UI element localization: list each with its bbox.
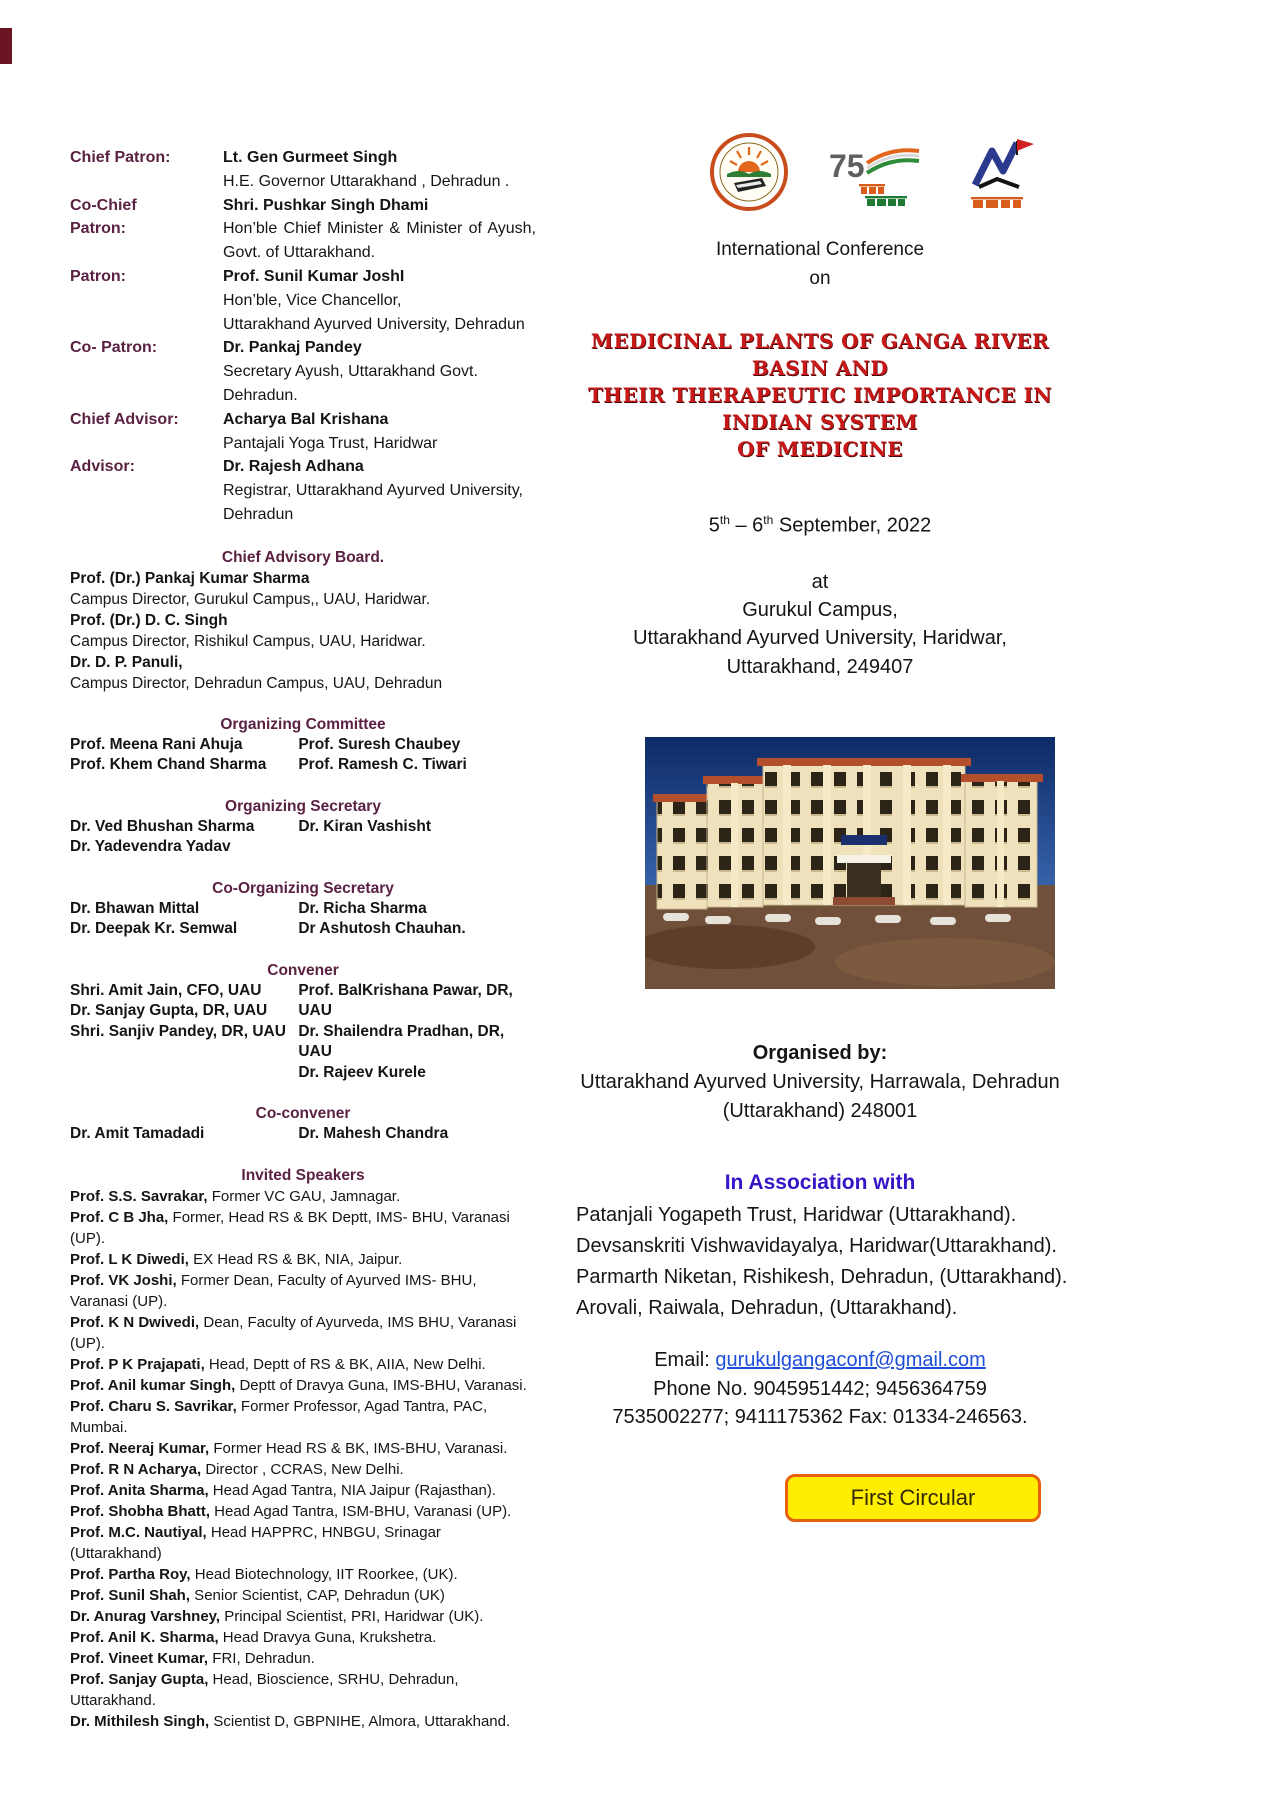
patron-name: Dr. Rajesh Adhana — [223, 458, 364, 476]
convener-list — [70, 981, 536, 1084]
speaker-line — [70, 1270, 536, 1312]
venue-block — [568, 596, 1072, 682]
organised-by-line: Uttarakhand Ayurved University, Harrawala, Dehradun — [580, 1071, 1060, 1094]
person-name: Dr. Shailendra Pradhan, DR, UAU — [298, 1022, 505, 1061]
conference-title-line: THEIR THERAPEUTIC IMPORTANCE IN INDIAN SYSTEM — [588, 383, 1052, 434]
patron-desc-line: Pantajali Yoga Trust, Haridwar — [223, 434, 438, 452]
speaker-affiliation: Principal Scientist, PRI, Haridwar (UK). — [220, 1607, 484, 1625]
conference-title-line: OF MEDICINE — [737, 437, 903, 461]
person-name: Shri. Sanjiv Pandey, DR, UAU — [70, 1022, 286, 1040]
speaker-affiliation: Former, Head RS & BK Deptt, IMS- BHU, Varanasi (UP). — [70, 1208, 510, 1247]
speaker-affiliation: Former Dean, Faculty of Ayurved IMS- BHU, Varanasi (UP). — [70, 1271, 477, 1310]
venue-line: Uttarakhand, 249407 — [726, 655, 914, 678]
patron-role-label: Chief Advisor: — [70, 410, 179, 428]
patron-entry — [223, 194, 536, 265]
person-name: Prof. Suresh Chaubey — [298, 735, 461, 753]
association-line: Devsanskriti Vishwavidayalya, Haridwar(Uttarakhand). — [576, 1235, 1057, 1258]
campus-photo-wrap — [568, 737, 1072, 989]
phone-fax-line: 7535002277; 9411175362 Fax: 01334-246563. — [612, 1406, 1028, 1429]
person-name: Dr. Sanjay Gupta, DR, UAU — [70, 1002, 268, 1020]
conference-intro-line: International Conference — [715, 239, 925, 260]
speaker-affiliation: FRI, Dehradun. — [208, 1649, 315, 1667]
person-name: Dr. Yadevendra Yadav — [70, 838, 231, 856]
committee-col-1 — [70, 735, 298, 776]
person-name: Prof. BalKrishana Pawar, DR, UAU — [298, 981, 513, 1020]
speaker-line — [70, 1396, 536, 1438]
person-name: Dr. Ved Bhushan Sharma — [70, 817, 255, 835]
patron-role-label: Co- Patron: — [70, 339, 158, 357]
patron-desc-line: Hon’ble Chief Minister & Minister of Ayush, — [223, 220, 536, 238]
date-month-year: September, 2022 — [773, 514, 932, 537]
speaker-line — [70, 1606, 536, 1627]
speaker-affiliation: Scientist D, GBPNIHE, Almora, Uttarakhand. — [209, 1712, 511, 1730]
patron-role-label: Advisor: — [70, 458, 135, 476]
section-heading-invited-speakers: Invited Speakers — [241, 1166, 365, 1184]
invited-speakers-list — [70, 1186, 536, 1732]
speaker-affiliation: Former Head RS & BK, IMS-BHU, Varanasi. — [209, 1439, 508, 1457]
patron-entry — [223, 265, 536, 336]
speaker-affiliation: Former VC GAU, Jamnagar. — [207, 1187, 401, 1205]
conference-dates — [568, 513, 1072, 538]
patron-name: Shri. Pushkar Singh Dhami — [223, 196, 429, 214]
patron-role-label: Patron: — [70, 267, 126, 285]
person-name: Dr. Amit Tamadadi — [70, 1125, 205, 1143]
speaker-affiliation: Senior Scientist, CAP, Dehradun (UK) — [190, 1586, 445, 1604]
campus-building-photo — [645, 737, 1055, 989]
uau-logo-icon — [709, 131, 789, 213]
date-day-1: 5 — [708, 514, 720, 537]
conference-title-line: MEDICINAL PLANTS OF GANGA RIVER BASIN AND — [590, 329, 1050, 380]
association-line: Patanjali Yogapeth Trust, Haridwar (Uttarakhand). — [576, 1204, 1017, 1227]
coconvener-col-2 — [298, 1124, 536, 1145]
speaker-name: Prof. C B Jha, — [70, 1208, 169, 1226]
first-circular-button-wrap — [568, 1474, 1072, 1522]
scan-artifact — [0, 28, 12, 64]
email-line — [568, 1346, 1072, 1375]
speaker-line — [70, 1207, 536, 1249]
speaker-name: Dr. Mithilesh Singh, — [70, 1712, 210, 1730]
contact-block — [568, 1346, 1072, 1432]
organised-by-heading: Organised by: — [752, 1042, 888, 1065]
person-name: Prof. Ramesh C. Tiwari — [298, 756, 467, 774]
organised-by-block — [568, 1068, 1072, 1126]
speaker-affiliation: Head HAPPRC, HNBGU, Srinagar (Uttarakhand) — [70, 1523, 441, 1562]
venue-line: Gurukul Campus, — [742, 598, 898, 621]
section-heading-organizing-secretary: Organizing Secretary — [225, 797, 381, 815]
section-heading-co-convener: Co-convener — [255, 1105, 351, 1123]
uttarakhand-state-logo-icon — [959, 133, 1035, 211]
patron-role-label-line: Co-Chief — [70, 196, 137, 214]
coorgsec-col-2 — [298, 899, 536, 940]
speaker-line — [70, 1480, 536, 1501]
speaker-line — [70, 1648, 536, 1669]
patron-entry — [223, 408, 536, 456]
speaker-line — [70, 1711, 536, 1732]
in-association-with-heading: In Association with — [724, 1171, 916, 1195]
left-column — [70, 146, 536, 1732]
date-ordinal-2: th — [763, 513, 774, 527]
speaker-name: Prof. Anil K. Sharma, — [70, 1628, 219, 1646]
co-organizing-secretary-list — [70, 899, 536, 940]
speaker-name: Prof. K N Dwivedi, — [70, 1313, 200, 1331]
speaker-affiliation: Deptt of Dravya Guna, IMS-BHU, Varanasi. — [235, 1376, 527, 1394]
person-name: Dr. Rajeev Kurele — [298, 1063, 426, 1081]
co-convener-list — [70, 1124, 536, 1145]
speaker-affiliation: Head Dravya Guna, Krukshetra. — [218, 1628, 437, 1646]
person-name: Prof. Khem Chand Sharma — [70, 756, 267, 774]
patron-desc-line: H.E. Governor Uttarakhand , Dehradun . — [223, 172, 510, 190]
date-ordinal-1: th — [719, 513, 730, 527]
patron-desc-line: Uttarakhand Ayurved University, Dehradun — [223, 315, 525, 333]
committee-col-2 — [298, 735, 536, 776]
speaker-name: Prof. Anita Sharma, — [70, 1481, 209, 1499]
patron-desc-line: Hon’ble, Vice Chancellor, — [223, 291, 402, 309]
section-heading-co-organizing-secretary: Co-Organizing Secretary — [212, 879, 394, 897]
association-line: Arovali, Raiwala, Dehradun, (Uttarakhand). — [576, 1297, 958, 1320]
speaker-name: Prof. Vineet Kumar, — [70, 1649, 209, 1667]
person-name: Shri. Amit Jain, CFO, UAU — [70, 981, 262, 999]
person-name: Dr Ashutosh Chauhan. — [298, 920, 466, 938]
section-heading-organizing-committee: Organizing Committee — [220, 715, 386, 733]
speaker-name: Prof. VK Joshi, — [70, 1271, 177, 1289]
advisory-desc: Campus Director, Rishikul Campus, UAU, Haridwar. — [70, 632, 426, 650]
speaker-line — [70, 1522, 536, 1564]
coorgsec-col-1 — [70, 899, 298, 940]
patron-role-label: Chief Patron: — [70, 149, 171, 166]
patron-name: Prof. Sunil Kumar JoshI — [223, 267, 405, 285]
phone-line: Phone No. 9045951442; 9456364759 — [653, 1377, 987, 1400]
association-line: Parmarth Niketan, Rishikesh, Dehradun, (Uttarakhand). — [576, 1266, 1068, 1289]
advisory-desc: Campus Director, Dehradun Campus, UAU, Dehradun — [70, 674, 443, 692]
speaker-name: Prof. Charu S. Savrikar, — [70, 1397, 237, 1415]
convener-col-1 — [70, 981, 298, 1084]
coconvener-col-1 — [70, 1124, 298, 1145]
convener-col-2 — [298, 981, 536, 1084]
speaker-name: Prof. L K Diwedi, — [70, 1250, 189, 1268]
speaker-affiliation: Head Agad Tantra, ISM-BHU, Varanasi (UP). — [210, 1502, 512, 1520]
speaker-name: Prof. Sanjay Gupta, — [70, 1670, 209, 1688]
person-name: Dr. Mahesh Chandra — [298, 1125, 449, 1143]
logo-row — [568, 130, 1072, 214]
speaker-name: Dr. Anurag Varshney, — [70, 1607, 221, 1625]
organizing-committee-list — [70, 735, 536, 776]
speaker-name: Prof. Shobha Bhatt, — [70, 1502, 210, 1520]
speaker-line — [70, 1501, 536, 1522]
advisory-name: Prof. (Dr.) D. C. Singh — [70, 611, 228, 629]
patron-entry — [223, 336, 536, 407]
speaker-name: Prof. S.S. Savrakar, — [70, 1187, 208, 1205]
patron-name: Dr. Pankaj Pandey — [223, 339, 362, 357]
patron-role-label — [70, 194, 223, 265]
organised-by-line: (Uttarakhand) 248001 — [722, 1100, 918, 1123]
first-circular-button[interactable]: First Circular — [785, 1474, 1041, 1522]
speaker-line — [70, 1354, 536, 1375]
advisory-name: Dr. D. P. Panuli, — [70, 653, 183, 671]
person-name: Dr. Richa Sharma — [298, 899, 427, 917]
speaker-line — [70, 1585, 536, 1606]
patron-entry — [223, 455, 536, 526]
section-heading-advisory-board: Chief Advisory Board. — [221, 548, 385, 566]
orgsec-col-1 — [70, 817, 298, 858]
speaker-name: Prof. Anil kumar Singh, — [70, 1376, 236, 1394]
organizing-secretary-list — [70, 817, 536, 858]
speaker-affiliation: Dean, Faculty of Ayurveda, IMS BHU, Varanasi (UP). — [70, 1313, 517, 1352]
speaker-name: Prof. M.C. Nautiyal, — [70, 1523, 207, 1541]
speaker-name: Prof. Partha Roy, — [70, 1565, 191, 1583]
right-column — [568, 130, 1072, 1522]
patron-name: Lt. Gen Gurmeet Singh — [223, 149, 398, 166]
speaker-affiliation: Head, Bioscience, SRHU, Dehradun, Uttarakhand. — [70, 1670, 459, 1709]
speaker-name: Prof. P K Prajapati, — [70, 1355, 205, 1373]
speaker-name: Prof. Neeraj Kumar, — [70, 1439, 210, 1457]
patron-desc-line: Registrar, Uttarakhand Ayurved University, — [223, 482, 523, 500]
speaker-line — [70, 1669, 536, 1711]
conference-on-line: on — [809, 268, 831, 289]
advisory-desc: Campus Director, Gurukul Campus,, UAU, Haridwar. — [70, 590, 431, 608]
azadi-ka-amrit-mahotsav-logo-icon — [825, 137, 923, 207]
patron-desc-line: Govt. of Uttarakhand. — [223, 244, 376, 262]
speaker-line — [70, 1459, 536, 1480]
advisory-board-list — [70, 568, 536, 694]
conference-title — [568, 328, 1072, 463]
person-name: Prof. Meena Rani Ahuja — [70, 735, 243, 753]
person-name: Dr. Deepak Kr. Semwal — [70, 920, 238, 938]
speaker-affiliation: Head Biotechnology, IIT Roorkee, (UK). — [190, 1565, 458, 1583]
date-day-2: 6 — [752, 514, 764, 537]
speaker-line — [70, 1249, 536, 1270]
speaker-line — [70, 1627, 536, 1648]
date-separator: – — [729, 514, 753, 537]
speaker-affiliation: Head, Deptt of RS & BK, AIIA, New Delhi. — [204, 1355, 486, 1373]
speaker-line — [70, 1438, 536, 1459]
speaker-name: Prof. Sunil Shah, — [70, 1586, 191, 1604]
speaker-line — [70, 1564, 536, 1585]
patron-desc-line: Secretary Ayush, Uttarakhand Govt. Dehradun. — [223, 363, 478, 404]
patron-entry — [223, 146, 536, 194]
speaker-line — [70, 1375, 536, 1396]
venue-line: Uttarakhand Ayurved University, Haridwar, — [633, 627, 1007, 650]
speaker-affiliation: Former Professor, Agad Tantra, PAC, Mumbai. — [70, 1397, 488, 1436]
speaker-line — [70, 1186, 536, 1207]
orgsec-col-2 — [298, 817, 536, 858]
advisory-name: Prof. (Dr.) Pankaj Kumar Sharma — [70, 569, 310, 587]
section-heading-convener: Convener — [267, 961, 339, 979]
speaker-line — [70, 1312, 536, 1354]
email-label: Email: — [654, 1349, 716, 1372]
venue-at: at — [811, 570, 829, 593]
speaker-affiliation: EX Head RS & BK, NIA, Jaipur. — [188, 1250, 403, 1268]
association-list — [568, 1200, 1072, 1324]
person-name: Dr. Kiran Vashisht — [298, 817, 431, 835]
speaker-name: Prof. R N Acharya, — [70, 1460, 202, 1478]
patron-name: Acharya Bal Krishana — [223, 410, 389, 428]
email-link[interactable]: gurukulgangaconf@gmail.com — [715, 1349, 986, 1372]
person-name: Dr. Bhawan Mittal — [70, 899, 200, 917]
speaker-affiliation: Director , CCRAS, New Delhi. — [201, 1460, 404, 1478]
patron-list — [70, 146, 536, 527]
svg-text:75: 75 — [829, 148, 865, 184]
speaker-affiliation: Head Agad Tantra, NIA Jaipur (Rajasthan). — [208, 1481, 497, 1499]
patron-desc-line: Dehradun — [223, 505, 294, 523]
patron-role-label-line: Patron: — [70, 220, 126, 238]
